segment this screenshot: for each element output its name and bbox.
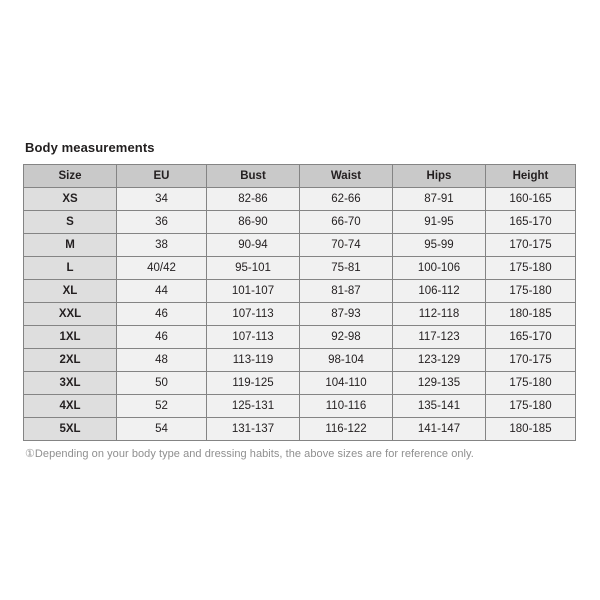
cell-bust: 107-113 xyxy=(207,326,300,349)
cell-waist: 92-98 xyxy=(300,326,393,349)
row-header-size: 1XL xyxy=(24,326,117,349)
row-header-size: L xyxy=(24,257,117,280)
column-header-height: Height xyxy=(486,165,576,188)
table-row xyxy=(24,372,576,395)
cell-bust: 113-119 xyxy=(207,349,300,372)
cell-hips: 135-141 xyxy=(393,395,486,418)
cell-height: 165-170 xyxy=(486,211,576,234)
cell-height: 170-175 xyxy=(486,234,576,257)
body-measurements-table xyxy=(23,164,576,441)
row-header-size: 3XL xyxy=(24,372,117,395)
row-header-size: 5XL xyxy=(24,418,117,441)
cell-waist: 116-122 xyxy=(300,418,393,441)
cell-waist: 66-70 xyxy=(300,211,393,234)
cell-eu: 46 xyxy=(117,326,207,349)
cell-eu: 46 xyxy=(117,303,207,326)
table-header-row xyxy=(24,165,576,188)
cell-height: 170-175 xyxy=(486,349,576,372)
cell-eu: 40/42 xyxy=(117,257,207,280)
row-header-size: 4XL xyxy=(24,395,117,418)
cell-height: 180-185 xyxy=(486,303,576,326)
cell-bust: 82-86 xyxy=(207,188,300,211)
table-row xyxy=(24,349,576,372)
cell-hips: 123-129 xyxy=(393,349,486,372)
cell-eu: 36 xyxy=(117,211,207,234)
column-header-size: Size xyxy=(24,165,117,188)
cell-eu: 52 xyxy=(117,395,207,418)
cell-height: 175-180 xyxy=(486,372,576,395)
disclaimer-note: ①Depending on your body type and dressing habits, the above sizes are for reference only. xyxy=(25,448,474,460)
size-chart-container xyxy=(23,140,577,460)
table-row xyxy=(24,211,576,234)
cell-waist: 110-116 xyxy=(300,395,393,418)
table-row xyxy=(24,395,576,418)
cell-bust: 101-107 xyxy=(207,280,300,303)
row-header-size: XS xyxy=(24,188,117,211)
cell-waist: 87-93 xyxy=(300,303,393,326)
cell-bust: 90-94 xyxy=(207,234,300,257)
cell-eu: 54 xyxy=(117,418,207,441)
cell-waist: 98-104 xyxy=(300,349,393,372)
table-row xyxy=(24,234,576,257)
table-row xyxy=(24,188,576,211)
table-row xyxy=(24,257,576,280)
cell-hips: 112-118 xyxy=(393,303,486,326)
row-header-size: 2XL xyxy=(24,349,117,372)
cell-height: 180-185 xyxy=(486,418,576,441)
cell-waist: 75-81 xyxy=(300,257,393,280)
cell-height: 175-180 xyxy=(486,257,576,280)
cell-bust: 119-125 xyxy=(207,372,300,395)
cell-bust: 95-101 xyxy=(207,257,300,280)
cell-eu: 48 xyxy=(117,349,207,372)
cell-bust: 86-90 xyxy=(207,211,300,234)
cell-height: 175-180 xyxy=(486,395,576,418)
cell-waist: 81-87 xyxy=(300,280,393,303)
row-header-size: XL xyxy=(24,280,117,303)
cell-hips: 95-99 xyxy=(393,234,486,257)
row-header-size: S xyxy=(24,211,117,234)
cell-bust: 131-137 xyxy=(207,418,300,441)
column-header-eu: EU xyxy=(117,165,207,188)
cell-eu: 38 xyxy=(117,234,207,257)
cell-bust: 125-131 xyxy=(207,395,300,418)
table-row xyxy=(24,418,576,441)
cell-height: 175-180 xyxy=(486,280,576,303)
cell-height: 165-170 xyxy=(486,326,576,349)
cell-hips: 91-95 xyxy=(393,211,486,234)
cell-eu: 50 xyxy=(117,372,207,395)
cell-hips: 87-91 xyxy=(393,188,486,211)
cell-waist: 104-110 xyxy=(300,372,393,395)
cell-hips: 141-147 xyxy=(393,418,486,441)
row-header-size: XXL xyxy=(24,303,117,326)
cell-bust: 107-113 xyxy=(207,303,300,326)
cell-hips: 106-112 xyxy=(393,280,486,303)
column-header-waist: Waist xyxy=(300,165,393,188)
cell-hips: 100-106 xyxy=(393,257,486,280)
column-header-bust: Bust xyxy=(207,165,300,188)
page-title: Body measurements xyxy=(25,140,155,155)
table-row xyxy=(24,326,576,349)
cell-eu: 44 xyxy=(117,280,207,303)
cell-height: 160-165 xyxy=(486,188,576,211)
row-header-size: M xyxy=(24,234,117,257)
table-row xyxy=(24,280,576,303)
table-row xyxy=(24,303,576,326)
cell-hips: 129-135 xyxy=(393,372,486,395)
cell-waist: 70-74 xyxy=(300,234,393,257)
cell-eu: 34 xyxy=(117,188,207,211)
cell-hips: 117-123 xyxy=(393,326,486,349)
cell-waist: 62-66 xyxy=(300,188,393,211)
column-header-hips: Hips xyxy=(393,165,486,188)
